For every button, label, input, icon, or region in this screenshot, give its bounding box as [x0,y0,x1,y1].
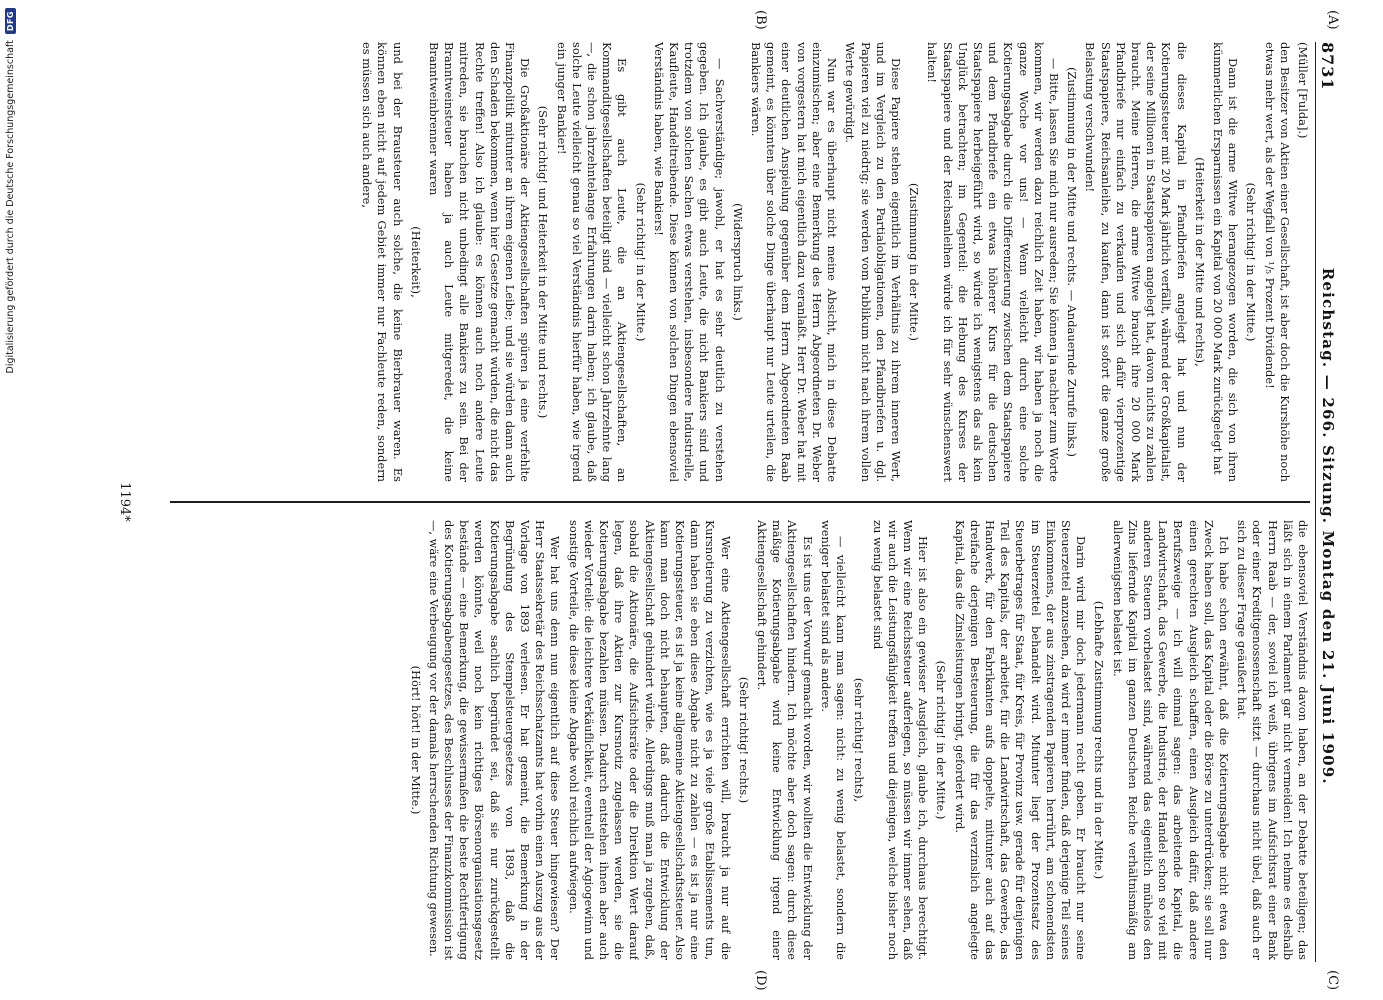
paragraph: Wer eine Aktiengesellschaft errichten will, braucht ja nur auf die Kursnotierung zu verzichten, wie es ja viele große Etablissements tun, dann haben sie eben diese Abgabe nicht zu zahlen — es ist ja nur eine Kotierungssteuer, es ist ja keine allgemeine Aktiengesellschaftssteuer. Also kann man doch nicht behaupten, daß dadurch die Entwicklung der Aktiengesellschaft gehindert würde. Allerdings muß man ja zugeben, daß, sobald die Aktionäre, die Aufsichtsräte oder die Direktion Wert darauf legen, daß ihre Aktien zur Kursnotiz zugelassen werden, sie die Kotierungsabgabe bezahlen müssen. Dadurch entstehen ihnen aber auch wieder Vorteile: die leichtere Verkäuflichkeit, eventuell der Agiogewinn und sonstige Vorteile, die diese kleine Abgabe wohl reichlich aufwiegen. [566,520,733,960]
parenthetical-remark: (Lebhafte Zustimmung rechts und in der Mitte.) [1092,600,1107,880]
paragraph: den Besitzer von Aktien einer Gesellschaft, ist aber doch die Kurshöhe noch etwas mehr wert, als der Wegfall von ¹/₅ Prozent Dividende! [1262,42,1292,482]
paragraph: (Müller [Fulda].) [1296,42,1310,139]
parenthetical-remark: (Heiterkeit), [408,226,423,298]
parenthetical-remark: (Sehr richtig! rechts.) [736,676,751,804]
digitization-footer-text-row [2,8,18,992]
dfg-logo: DFG [5,8,16,34]
page-title: Reichstag. — 266. Sitzung. Montag den 21. Juni 1909. [1319,267,1337,785]
paragraph: — vielleicht kann man sagen: nicht: zu wenig belastet, sondern die weniger belastet sind als andere. [818,520,849,960]
margin-marker-a: (A) [1325,10,1340,30]
margin-marker-d: (D) [753,970,768,991]
parenthetical-remark: (Heiterkeit in der Mitte und rechts), [1192,157,1207,367]
paragraph: Ich habe schon erwähnt, daß die Kotierungsabgabe nicht etwa den Zweck haben soll, das Kapital oder die Börse zu unterdrücken; sie soll nur einen gerechten Ausgleich schaffen, einen Ausgleich dafür, daß andere Berufszweige — ich will einmal sagen: das arbeitende Kapital, die Landwirtschaft, das Gewerbe, die Industrie, der Handel schon so viel mit anderen Steuern vorbelastet sind, während das eigentlich mühelos den Zins liefernde Kapital im ganzen Deutschen Reiche verhältnismäßig am allerwenigsten belastet ist. [1110,520,1231,960]
paragraph: und bei der Brausteuer auch solche, die keine Bierbrauer waren. Es können eben nicht auf jedem Gebiet immer nur Fachleute reden, sondern es müssen sich auch andere, [360,42,405,482]
page-number: 8731 [1318,42,1338,91]
folio-number: 1194* [117,482,132,522]
parenthetical-remark: (Hört! hört! in der Mitte.) [408,665,423,815]
margin-marker-c: (C) [1325,970,1340,991]
parenthetical-remark: (Sehr richtig! in der Mitte.) [1244,182,1259,342]
right-column [140,520,1310,960]
column-divider [170,501,1310,503]
paragraph: Dann ist die arme Witwe herangezogen worden, die sich von ihren kümmerlichen Ersparnissen ein Kapital von 20 000 Mark zurückgelegt hat [1210,42,1241,482]
parenthetical-remark: (Sehr richtig! in der Mitte.) [633,182,648,342]
paragraph: Es ist uns der Vorwurf gemacht worden, wir wollten die Entwicklung der Aktiengesellschaften hindern. Ich möchte aber doch sagen: durch diese mäßige Kotierungsabgabe wird keine Entwicklung irgend einer Aktiengesellschaft gehindert. [755,520,815,960]
paragraph: Nun war es überhaupt nicht meine Absicht, mich in diese Debatte einzumischen; aber eine Bemerkung des Herrn Abgeordneten Dr. Weber von vorgestern hat mich eigentlich dazu veranlaßt. Herr Dr. Weber hat mit einer deutlichen Anspielung gegenüber dem Herrn Abgeordneten Raab gemeint, es könnten über solche Dinge überhaupt nur Leute urteilen, die Bankiers wären. [749,42,840,482]
digitization-credit: Digitalisierung gefördert durch die Deutsche Forschungsgemeinschaft [4,40,16,374]
left-column [140,42,1310,482]
paragraph: Hier ist also ein gewisser Ausgleich, glaube ich, durchaus berechtigt. Wenn wir eine Reichssteuer auferlegen, so müssen wir immer sehen, daß wir auch die Leistungsfähigkeit treffen und diejenigen, welche bisher noch zu wenig belastet sind [870,520,931,960]
paragraph: Diese Papiere stehen eigentlich im Verhältnis zu ihrem inneren Wert, und im Vergleich zu den Partialobligationen, den Pfandbriefen u. dgl. Papieren viel zu niedrig; sie werden vom Publikum nicht nach ihrem vollen Werte gewürdigt. [843,42,903,482]
paragraph: die ebensoviel Verständnis davon haben, an der Debatte beteiligen; das läßt sich in einem Parlament gar nicht vermeiden! Ich nehme es deshalb Herrn Raab — der, soviel ich weiß, übrigens im Aufsichtsrat einer Bank oder einer Kreditgenossenschaft sitzt — durchaus nicht übel, daß auch er sich zu dieser Frage geäußert hat. [1235,520,1310,960]
paragraph: — Bitte, lassen Sie mich nur ausreden; Sie können ja nachher zum Worte kommen, wir werden dazu reichlich Zeit haben, wir haben ja noch die ganze Woche vor uns! — Wenn vielleicht durch eine solche Kotierungsabgabe durch die Differenzierung zwischen dem Staatspapiere und dem Pfandbriefe ein etwas höherer Kurs für die deutschen Staatspapiere herbeigeführt wird, so würde ich wenigstens das als kein Unglück betrachten; im Gegenteil: die Hebung des Kurses der Staatspapiere und der Reichsanleihen würde ich für sehr wünschenswert halten! [925,42,1061,482]
parenthetical-remark: (Zustimmung in der Mitte.) [907,183,922,341]
parenthetical-remark: (Sehr richtig! in der Mitte.) [934,660,949,820]
paragraph: — Sachverständige; jawohl, er hat es sehr deutlich zu verstehen gegeben. Ich glaube, es gibt auch Leute, die nicht Bankiers sind und trotzdem von solchen Sachen etwas verstehen, insbesondere Industrielle, Kaufleute, Handeltreibende. Diese können von solchen Dingen ebensoviel Verständnis haben, wie Bankiers! [651,42,727,482]
parenthetical-remark: (Zustimmung in der Mitte und rechts. — Andauernde Zurufe links.) [1065,67,1080,457]
rotated-page-content [60,10,1340,991]
paragraph: Wer hat uns denn nun eigentlich auf diese Steuer hingewiesen? Der Herr Staatssekretär des Reichsschatzamts hat vorhin einen Auszug aus der Vorlage von 1893 verlesen. Er hat gemeint, die Bemerkung in der Begründung des Stempelsteuergesetzes von 1893, daß die Kotierungsabgabe sachlich begründet sei, daß sie nur zurückgestellt werden könnte, weil noch kein richtiges Börsenorganisationsgesetz bestände — eine Bemerkung, die gewissermaßen die beste Rechtfertigung des Kotierungsabgabengesetzes, des Beschlusses der Finanzkommission ist —, wäre eine Verbeugung vor der damals herrschenden Richtung gewesen. [426,520,563,960]
parenthetical-remark: (Sehr richtig! und Heiterkeit in der Mitte und rechts.) [536,105,551,419]
paragraph: Es gibt auch Leute, die an Aktiengesellschaften, an Kommanditgesellschaften beteiligt sind — vielleicht schon Jahrzehnte lang —, die schon jahrzehntelange Erfahrungen darin haben; ich glaube, daß solche Leute vielleicht genau so viel Verständnis hierfür haben, wie irgend ein junger Bankier! [554,42,630,482]
margin-marker-b: (B) [753,10,768,30]
paragraph: Die Großaktionäre der Aktiengesellschaften spüren ja eine verfehlte Finanzpolitik mitunter an ihrem eigenen Leibe; und sie würden dann auch den Schaden bekommen, wenn hier Gesetze gemacht würden, die nicht das Rechte treffen! Also ich glaube: es können auch noch andere Leute mitreden, sie brauchen nicht unbedingt alle Bankiers zu sein. Bei der Branntweinsteuer haben ja auch Leute mitgeredet, die keine Branntweinbrenner waren [427,42,533,482]
parenthetical-remark: (sehr richtig! rechts), [852,677,867,803]
digitization-footer [2,8,18,992]
parenthetical-remark: (Widerspruch links.) [730,203,745,321]
paragraph: Darin wird mir doch jedermann recht geben. Er braucht nur seine Steuerzettel anzusehen, da wird er immer finden, daß derjenige Teil seines Einkommens, der aus zinstragenden Papieren herrührt, am schonendsten im Steuerzettel behandelt wird. Mitunter liegt der Prozentsatz des Steuerbetrages für Staat, für Kreis, für Provinz usw. gerade für denjenigen Teil des Kapitals, der arbeitet, für die Landwirtschaft, das Gewerbe, das Handwerk, für den Fabrikanten aufs doppelte, mitunter auch auf das dreifache derjenigen Besteuerung, die für das verzinslich angelegte Kapital, das die Zinsleistungen bringt, gefordert wird. [952,520,1089,960]
paragraph: die dieses Kapital in Pfandbriefen angelegt hat und nun der Kotierungssteuer mit 20 Mark jährlich verfällt, während der Großkapitalist, der seine Millionen in Staatspapieren angelegt hat, davon nichts zu zahlen braucht. Meine Herren, die arme Witwe braucht ihre 20 000 Mark Pfandbriefe nur einfach zu verkaufen und sich dafür vierprozentige Staatspapiere, Reichsanleihe, zu kaufen, dann ist sofort die ganze große Belastung verschwunden! [1083,42,1189,482]
page-header [1315,42,1340,962]
